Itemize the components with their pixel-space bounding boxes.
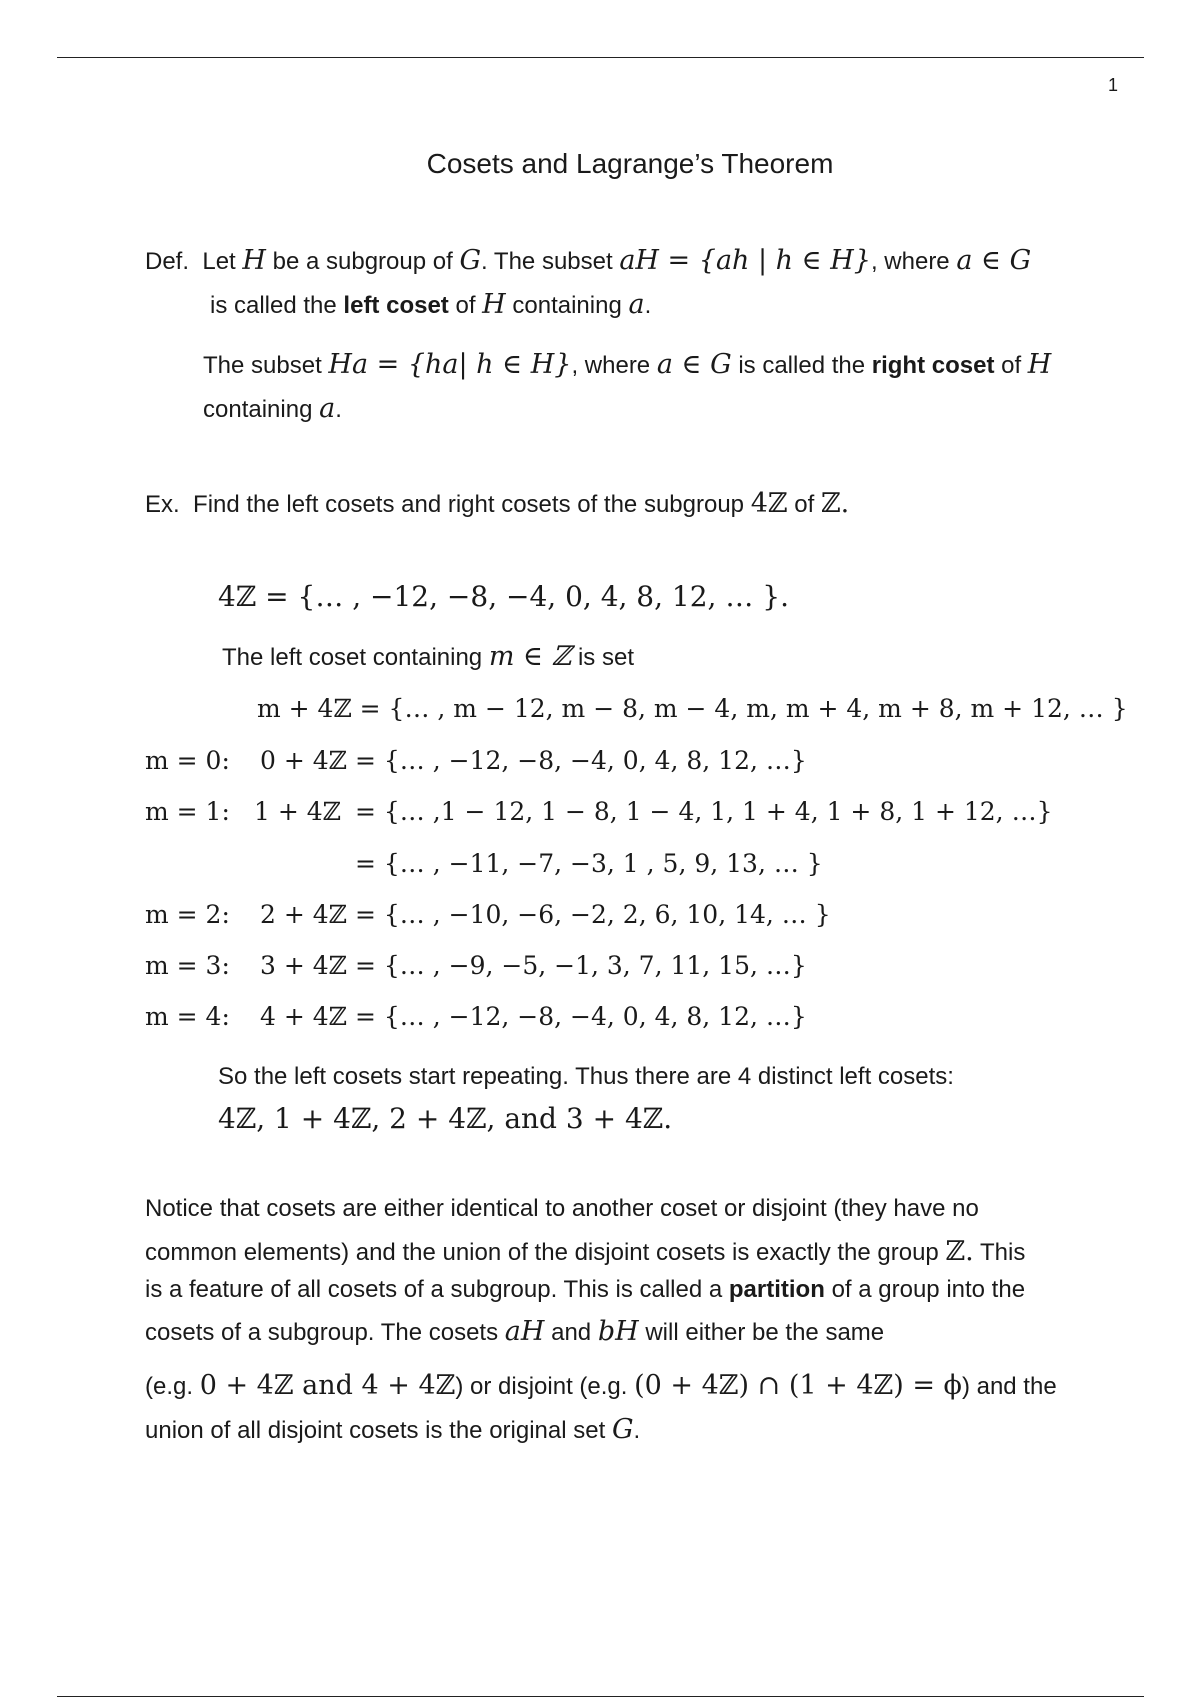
notice-line-4 <box>145 1316 884 1347</box>
def-text: containing <box>203 396 313 423</box>
math-a: a <box>628 289 645 320</box>
notice-text: This <box>979 1239 1026 1266</box>
conclusion-cosets: 4ℤ, 1 + 4ℤ, 2 + 4ℤ, and 3 + 4ℤ. <box>218 1102 673 1135</box>
math-Z: ℤ. <box>820 488 850 519</box>
notice-text: union of all disjoint cosets is the original set <box>145 1417 606 1444</box>
ex-text: Find the left cosets and right cosets of the subgroup <box>193 491 745 518</box>
case-lhs: 2 + 4ℤ <box>260 900 347 929</box>
page-title: Cosets and Lagrange’s Theorem <box>426 148 834 179</box>
conclusion-text: So the left cosets start repeating. Thus there are 4 distinct left cosets: <box>218 1063 954 1090</box>
notice-line-1: Notice that cosets are either identical to another coset or disjoint (they have no <box>145 1195 979 1222</box>
def-text: be a subgroup of <box>272 248 453 275</box>
math-bH: bH <box>597 1316 639 1347</box>
def-text: . The subset <box>481 248 613 275</box>
general-coset: m + 4ℤ = {… , m − 12, m − 8, m − 4, m, m + 4, m + 8, m + 12, … } <box>257 694 1128 723</box>
notice-text: ) and the <box>961 1373 1057 1400</box>
def-line-3 <box>203 349 1051 380</box>
def-text: is called the <box>210 292 337 319</box>
notice-text: of a group into the <box>831 1276 1026 1303</box>
math-G: G <box>611 1414 634 1445</box>
case-rhs: = {… , −12, −8, −4, 0, 4, 8, 12, …} <box>355 1002 807 1031</box>
case-lhs: 3 + 4ℤ <box>260 951 347 980</box>
notice-line-3 <box>145 1276 1025 1304</box>
math-a-in-G: a ∈ G <box>956 245 1032 276</box>
notice-text: common elements) and the union of the disjoint cosets is exactly the group <box>145 1239 939 1266</box>
def-text: containing <box>512 292 622 319</box>
case-m: m = 4: <box>145 1002 230 1031</box>
case-m: m = 1: <box>145 797 230 826</box>
math-Z: ℤ. <box>945 1236 974 1267</box>
math-example-disjoint: (0 + 4ℤ) ∩ (1 + 4ℤ) = ϕ <box>634 1370 962 1401</box>
bottom-rule <box>57 1696 1144 1697</box>
math-left-coset-set: aH = {ah | h ∈ H} <box>619 245 871 276</box>
def-text: of <box>455 292 476 319</box>
case-lhs: 0 + 4ℤ <box>260 746 347 775</box>
notice-text: will either be the same <box>645 1319 885 1346</box>
set-4Z: 4ℤ = {… , −12, −8, −4, 0, 4, 8, 12, … }. <box>218 580 789 613</box>
def-line-1 <box>145 245 1031 276</box>
right-coset-term: right coset <box>871 352 995 379</box>
notice-text: (e.g. <box>145 1373 194 1400</box>
ex-text: of <box>794 491 815 518</box>
case-m: m = 2: <box>145 900 230 929</box>
math-a-in-G: a ∈ G <box>656 349 732 380</box>
def-text: , where <box>571 352 651 379</box>
case-m: m = 3: <box>145 951 230 980</box>
left-coset-term: left coset <box>343 292 449 319</box>
def-text: . <box>335 396 342 423</box>
def-line-2 <box>210 289 651 320</box>
case-lhs: 4 + 4ℤ <box>260 1002 347 1031</box>
def-line-4 <box>203 393 342 424</box>
math-aH: aH <box>504 1316 545 1347</box>
math-H: H <box>482 289 506 320</box>
math-right-coset-set: Ha = {ha| h ∈ H} <box>328 349 572 380</box>
case-rhs: = {… , −12, −8, −4, 0, 4, 8, 12, …} <box>355 746 807 775</box>
case-lhs: 1 + 4ℤ <box>254 797 341 826</box>
ex-text: The left coset containing <box>222 644 483 671</box>
notice-line-5 <box>145 1370 1057 1401</box>
partition-term: partition <box>728 1276 825 1303</box>
math-4Z: 4ℤ <box>750 488 788 519</box>
notice-text: . <box>633 1417 641 1444</box>
case-rhs: = {… , −9, −5, −1, 3, 7, 11, 15, …} <box>355 951 807 980</box>
case-m: m = 0: <box>145 746 230 775</box>
def-text: , where <box>870 248 950 275</box>
notice-text: and <box>551 1319 592 1346</box>
def-text: . <box>644 292 652 319</box>
notice-text: ) or disjoint (e.g. <box>455 1373 628 1400</box>
ex-text: is set <box>577 644 634 671</box>
case-rhs: = {… , −10, −6, −2, 2, 6, 10, 14, … } <box>355 900 831 929</box>
def-text: of <box>1001 352 1022 379</box>
top-rule <box>57 57 1144 58</box>
example-line <box>145 488 849 519</box>
notice-line-2 <box>145 1236 1025 1267</box>
math-a: a <box>319 393 336 424</box>
ex-label: Ex. <box>145 491 180 518</box>
def-text: Let <box>202 248 236 275</box>
left-coset-intro <box>222 641 634 672</box>
notice-line-6 <box>145 1414 640 1445</box>
math-H: H <box>242 245 266 276</box>
notice-text: cosets of a subgroup. The cosets <box>145 1319 499 1346</box>
case-rhs: = {… ,1 − 12, 1 − 8, 1 − 4, 1, 1 + 4, 1 + 8, 1 + 12, …} <box>355 797 1053 826</box>
def-label: Def. <box>145 248 190 275</box>
math-H: H <box>1027 349 1052 380</box>
math-G: G <box>459 245 482 276</box>
notice-text: is a feature of all cosets of a subgroup. This is called a <box>145 1276 723 1303</box>
page-number: 1 <box>1107 75 1118 95</box>
def-text: The subset <box>203 352 322 379</box>
math-m-in-Z: m ∈ ℤ <box>488 641 572 672</box>
case-rhs: = {… , −11, −7, −3, 1 , 5, 9, 13, … } <box>355 849 823 878</box>
math-example-same: 0 + 4ℤ and 4 + 4ℤ <box>199 1370 456 1401</box>
def-text: is called the <box>738 352 866 379</box>
